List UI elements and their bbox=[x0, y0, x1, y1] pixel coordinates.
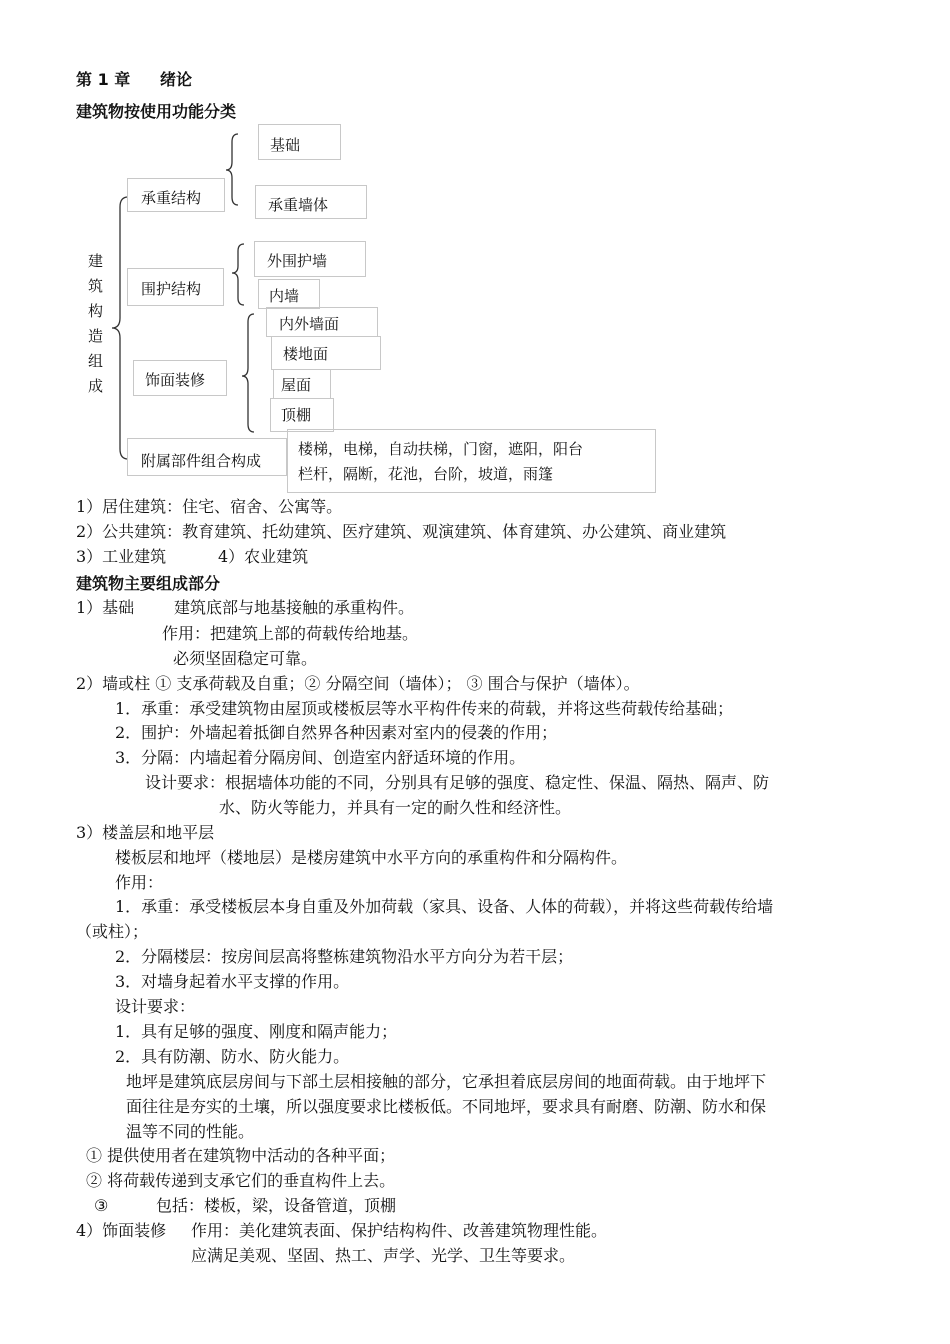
class-residential: 1）居住建筑：住宅、宿舍、公寓等。 bbox=[76, 497, 343, 516]
item-foundation: 基础 bbox=[270, 136, 301, 154]
floor-design-2: 2．具有防潮、防水、防火能力。 bbox=[115, 1047, 350, 1066]
class-public: 2）公共建筑：教育建筑、托幼建筑、医疗建筑、观演建筑、体育建筑、办公建筑、商业建筑 bbox=[76, 522, 727, 541]
brace-load-bearing bbox=[226, 134, 238, 205]
floor-point-2: 2．分隔楼层：按房间层高将整栋建筑物沿水平方向分为若干层； bbox=[115, 947, 574, 966]
foundation-label: 1）基础 bbox=[76, 598, 135, 617]
root-char: 造 bbox=[88, 327, 104, 345]
item-exterior-wall: 外围护墙 bbox=[267, 252, 328, 270]
chapter-title: 绪论 bbox=[160, 70, 193, 89]
floor-point-1: 1．承重：承受楼板层本身自重及外加荷载（家具、设备、人体的荷载），并将这些荷载传给墙 bbox=[115, 897, 774, 916]
accessory-detail-line: 栏杆，隔断，花池，台阶，坡道，雨篷 bbox=[298, 465, 554, 483]
floor-heading: 3）楼盖层和地平层 bbox=[76, 823, 215, 842]
wall-point-2: 2．围护：外墙起着抵御自然界各种因素对室内的侵袭的作用； bbox=[115, 723, 558, 742]
wall-design-requirement-cont: 水、防火等能力，并具有一定的耐久性和经济性。 bbox=[219, 798, 572, 817]
root-char: 成 bbox=[88, 377, 104, 395]
item-bearing-wall: 承重墙体 bbox=[268, 196, 329, 214]
ground-point-1: ① 提供使用者在建筑物中活动的各种平面； bbox=[86, 1146, 396, 1165]
ground-paragraph-end: 温等不同的性能。 bbox=[126, 1122, 255, 1141]
floor-point-3: 3．对墙身起着水平支撑的作用。 bbox=[115, 972, 350, 991]
finishing-heading: 4）饰面装修 bbox=[76, 1221, 167, 1240]
wall-column-heading: 2）墙或柱 ① 支承荷载及自重；② 分隔空间（墙体）； ③ 围合与保护（墙体）。 bbox=[76, 674, 640, 693]
class-industrial: 3）工业建筑 bbox=[76, 547, 167, 566]
group-label-accessory: 附属部件组合构成 bbox=[141, 452, 262, 470]
ground-point-3-marker: ③ bbox=[94, 1196, 109, 1215]
finishing-requirement: 应满足美观、坚固、热工、声学、光学、卫生等要求。 bbox=[191, 1246, 576, 1265]
item-floor-surface: 楼地面 bbox=[283, 345, 329, 363]
finishing-function: 作用：美化建筑表面、保护结构构件、改善建筑物理性能。 bbox=[191, 1221, 608, 1240]
root-char: 组 bbox=[88, 352, 104, 370]
root-char: 建 bbox=[88, 252, 104, 270]
foundation-function: 作用：把建筑上部的荷载传给地基。 bbox=[162, 624, 419, 643]
root-char: 构 bbox=[88, 302, 104, 320]
floor-function-label: 作用： bbox=[115, 873, 164, 892]
foundation-requirement: 必须坚固稳定可靠。 bbox=[173, 649, 318, 668]
ground-point-3: 包括：楼板，梁，设备管道，顶棚 bbox=[156, 1196, 397, 1215]
main-brace bbox=[112, 197, 128, 459]
class-agricultural: 4）农业建筑 bbox=[218, 547, 309, 566]
wall-design-requirement: 设计要求：根据墙体功能的不同，分别具有足够的强度、稳定性、保温、隔热、隔声、防 bbox=[145, 773, 770, 792]
item-roof-surface: 屋面 bbox=[281, 376, 312, 394]
floor-point-1-cont: （或柱）； bbox=[76, 922, 149, 941]
brace-finishing bbox=[242, 314, 254, 432]
group-label-enclosure: 围护结构 bbox=[141, 280, 202, 298]
item-wall-surfaces: 内外墙面 bbox=[279, 315, 340, 333]
group-label-finishing: 饰面装修 bbox=[145, 371, 206, 389]
item-interior-wall: 内墙 bbox=[269, 287, 300, 305]
section-title-components: 建筑物主要组成部分 bbox=[76, 574, 221, 593]
floor-design-label: 设计要求： bbox=[115, 997, 196, 1016]
brace-enclosure bbox=[232, 244, 244, 305]
group-label-load-bearing: 承重结构 bbox=[141, 189, 202, 207]
wall-point-1: 1．承重：承受建筑物由屋顶或楼板层等水平构件传来的荷载，并将这些荷载传给基础； bbox=[115, 699, 734, 718]
chapter-number: 第 1 章 bbox=[76, 70, 131, 89]
floor-design-1: 1．具有足够的强度、刚度和隔声能力； bbox=[115, 1022, 398, 1041]
ground-point-2: ② 将荷载传递到支承它们的垂直构件上去。 bbox=[86, 1171, 396, 1190]
item-ceiling: 顶棚 bbox=[281, 406, 312, 424]
foundation-definition: 建筑底部与地基接触的承重构件。 bbox=[174, 598, 415, 617]
section-title-classification: 建筑物按使用功能分类 bbox=[76, 102, 237, 121]
wall-point-3: 3．分隔：内墙起着分隔房间、创造室内舒适环境的作用。 bbox=[115, 748, 526, 767]
accessory-detail-line: 楼梯，电梯，自动扶梯，门窗，遮阳，阳台 bbox=[298, 440, 584, 458]
floor-definition: 楼板层和地坪（楼地层）是楼房建筑中水平方向的承重构件和分隔构件。 bbox=[115, 848, 628, 867]
root-char: 筑 bbox=[88, 277, 104, 295]
ground-paragraph: 地坪是建筑底层房间与下部土层相接触的部分，它承担着底层房间的地面荷载。由于地坪下 bbox=[126, 1072, 767, 1091]
ground-paragraph-cont: 面往往是夯实的土壤，所以强度要求比楼板低。不同地坪，要求具有耐磨、防潮、防水和保 bbox=[126, 1097, 767, 1116]
